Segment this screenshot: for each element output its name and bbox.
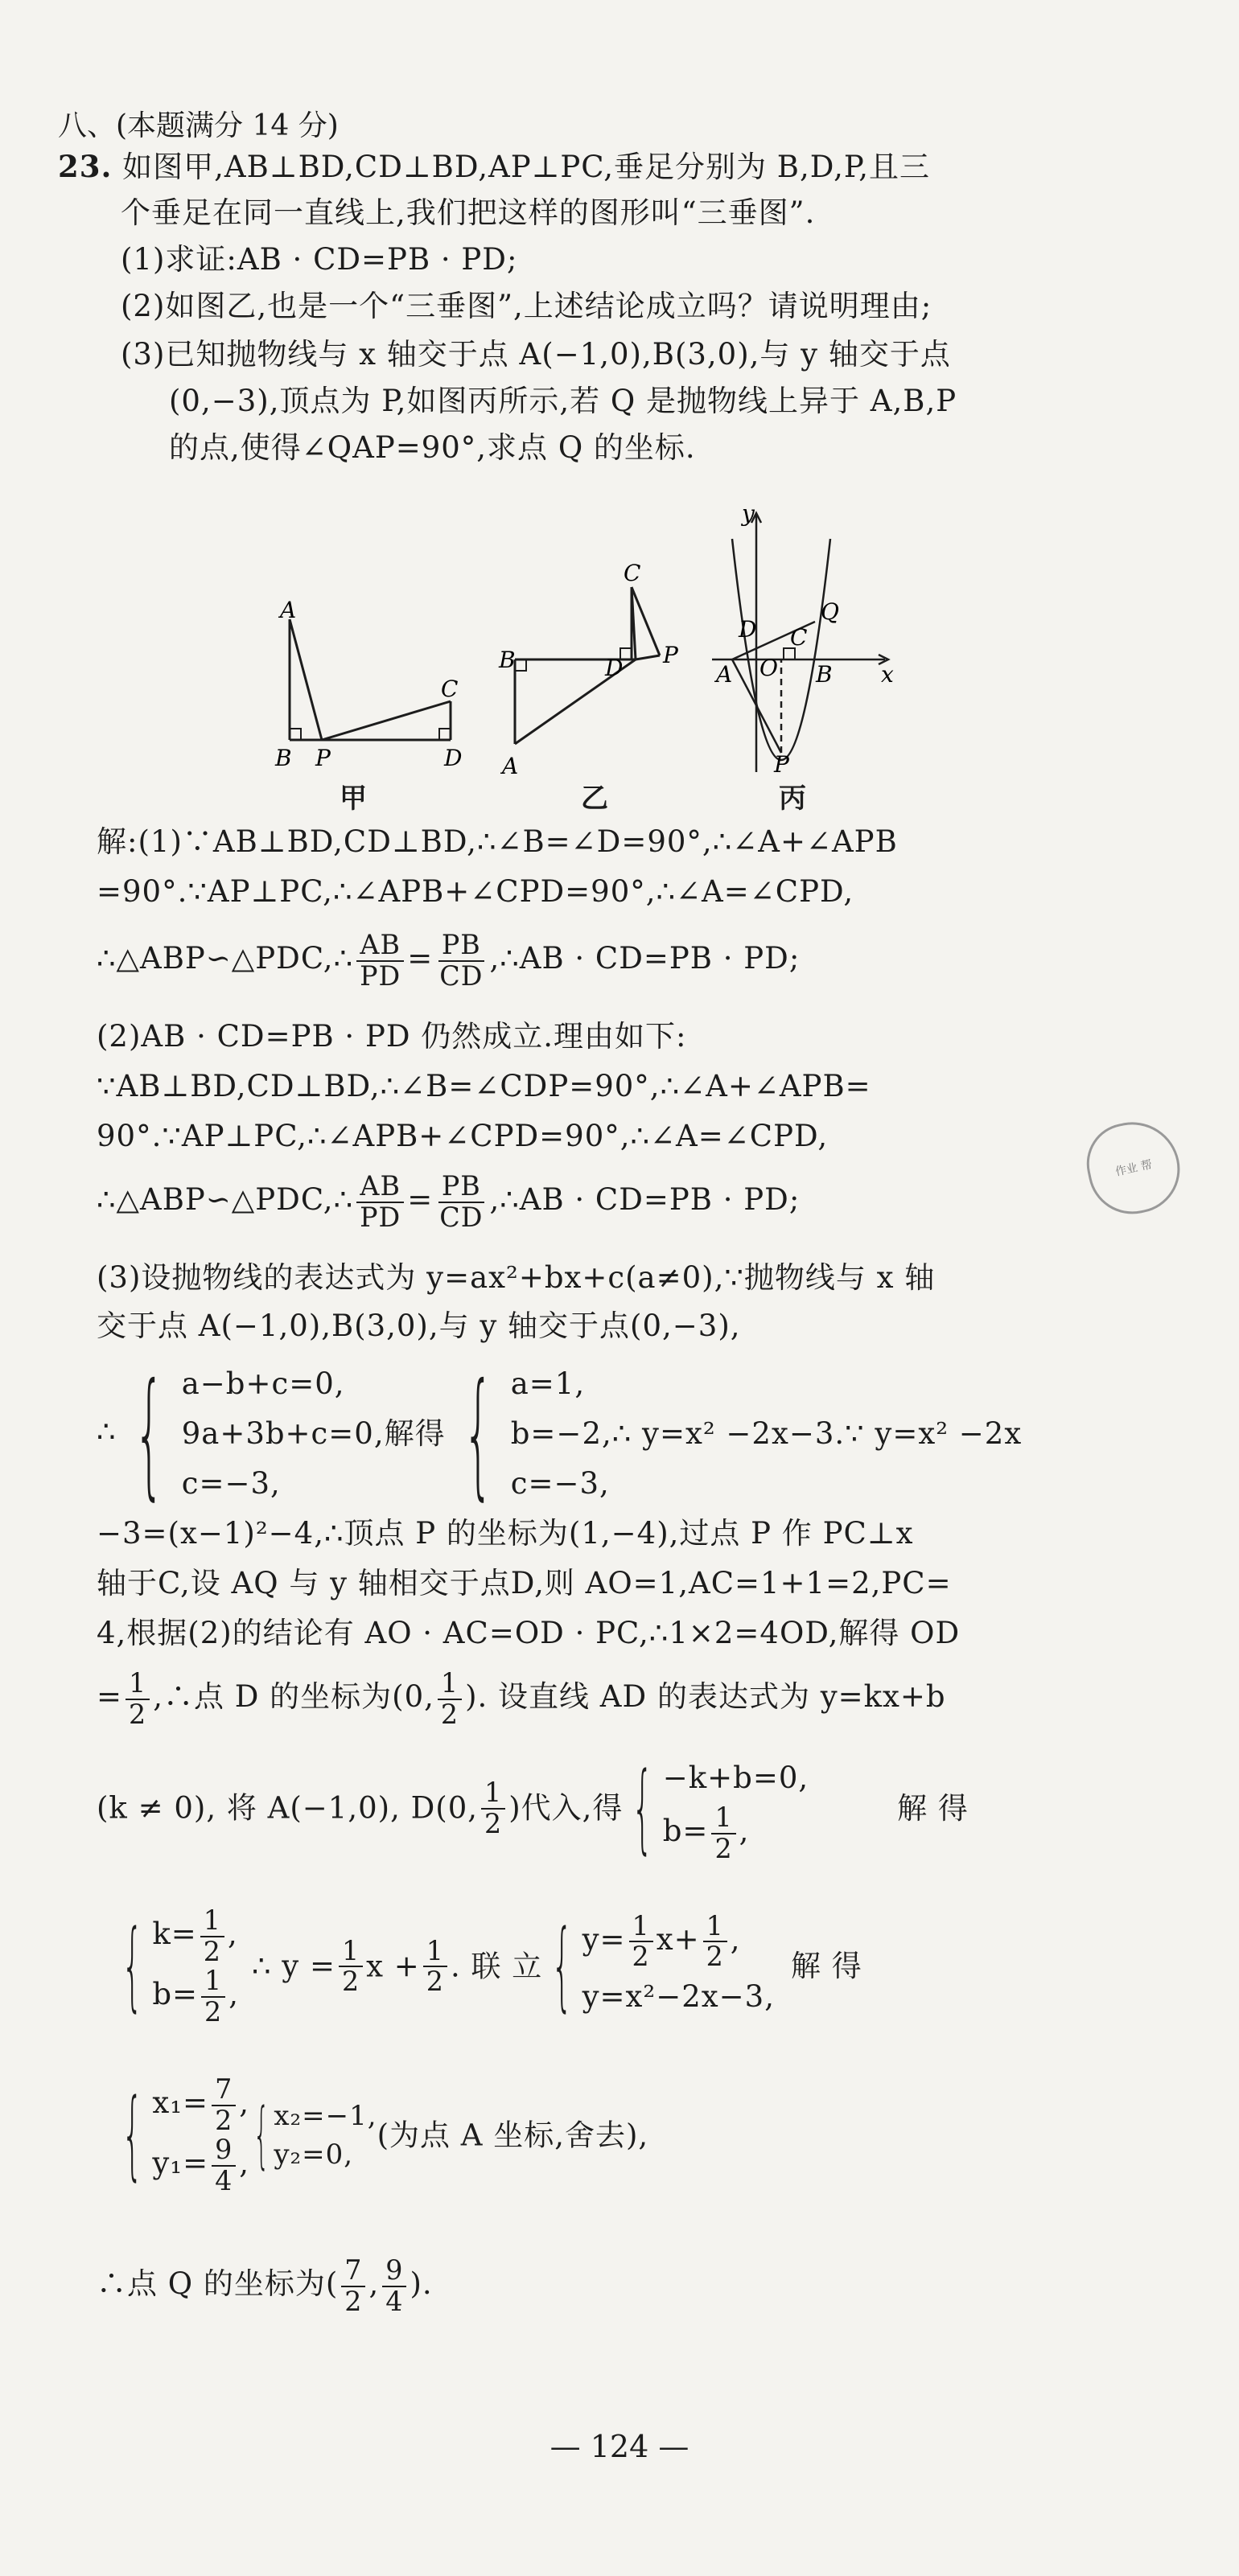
- text-segment: . 联 立: [450, 1949, 543, 1984]
- system-row: c=−3,: [181, 1466, 281, 1501]
- fraction-half: [629, 1909, 653, 1973]
- solution-p3-line-9: [113, 1906, 862, 2028]
- frac-den: 2: [426, 1966, 444, 1998]
- text-segment: )代入,得: [508, 1790, 624, 1826]
- frac-num: PB: [438, 931, 484, 962]
- solution-p1-line-3: [97, 926, 800, 991]
- frac-num: 1: [481, 1778, 505, 1810]
- equation-system-7: [249, 2093, 377, 2178]
- frac-num: 9: [212, 2135, 236, 2167]
- fraction-pb-cd: [436, 1169, 486, 1233]
- point-B-label: B: [816, 661, 833, 688]
- solution-p2-line-2: ∵AB⊥BD,CD⊥BD,∴∠B=∠CDP=90°,∴∠A+∠APB=: [97, 1069, 871, 1103]
- equation-system-2: [446, 1354, 612, 1514]
- system-row: 9a+3b+c=0,: [181, 1416, 385, 1451]
- frac-den: 4: [385, 2285, 404, 2317]
- text-segment: (k ≠ 0), 将 A(−1,0), D(0,: [97, 1790, 478, 1826]
- question-line-3: (1)求证:AB · CD=PB · PD;: [121, 242, 518, 277]
- frac-num: 1: [201, 1966, 225, 1998]
- figure-bing-caption: 丙: [779, 783, 806, 815]
- frac-den: 2: [215, 2104, 233, 2136]
- brace-icon: {: [253, 2093, 270, 2178]
- solution-p3-line-8: [97, 1753, 969, 1863]
- brace-icon: {: [134, 1354, 165, 1514]
- page-number: — 124 —: [550, 2429, 689, 2464]
- frac-den: 2: [129, 1698, 147, 1730]
- frac-num: 7: [341, 2256, 365, 2287]
- text-segment: =: [97, 1679, 123, 1714]
- text-segment: (为点 A 坐标,舍去),: [377, 2118, 649, 2153]
- frac-num: 1: [438, 1669, 462, 1700]
- system-row: y₂=0,: [274, 2138, 354, 2171]
- system-row: −k+b=0,: [662, 1760, 809, 1795]
- frac-den: 2: [344, 2285, 363, 2317]
- frac-den: CD: [439, 959, 484, 992]
- solution-p3-line-4: −3=(x−1)²−4,∴顶点 P 的坐标为(1,−4),过点 P 作 PC⊥x: [97, 1516, 914, 1551]
- fraction-half: [711, 1803, 735, 1863]
- solution-p2-line-1: (2)AB · CD=PB · PD 仍然成立.理由如下:: [97, 1019, 687, 1054]
- question-number: 23.: [58, 149, 113, 184]
- equation-system-1: [117, 1354, 385, 1514]
- text-segment: x +: [366, 1949, 420, 1984]
- frac-num: PB: [438, 1172, 484, 1203]
- axis-x-label: x: [881, 661, 894, 688]
- text-segment: ∴ y=x² −2x−3.∵ y=x² −2x: [611, 1416, 1023, 1451]
- question-text-1: 如图甲,AB⊥BD,CD⊥BD,AP⊥PC,垂足分别为 B,D,P,且三: [122, 150, 931, 184]
- solution-p1-line-2: =90°.∵AP⊥PC,∴∠APB+∠CPD=90°,∴∠A=∠CPD,: [97, 874, 854, 909]
- frac-num: 1: [423, 1937, 447, 1968]
- fraction-y1: [212, 2135, 236, 2196]
- text-segment: ).: [410, 2266, 433, 2301]
- frac-den: 2: [706, 1941, 724, 1973]
- figure-jia: [266, 595, 475, 780]
- text-segment: ,∴AB · CD=PB · PD;: [489, 941, 801, 976]
- frac-num: AB: [356, 1172, 404, 1203]
- system-row: y=x²−2x−3,: [582, 1978, 775, 2014]
- frac-den: 2: [632, 1941, 650, 1973]
- text-segment: ). 设直线 AD 的表达式为 y=kx+b: [465, 1679, 946, 1714]
- frac-den: PD: [360, 1201, 401, 1233]
- system-row: [582, 1909, 775, 1973]
- system-row: b=−2,: [510, 1416, 612, 1451]
- solution-p3-system-line: [97, 1354, 1023, 1514]
- figure-yi: [491, 555, 700, 780]
- fraction-half: [703, 1909, 727, 1973]
- system-row: b= $\frac{1}{2}$ ,: [152, 1965, 239, 2028]
- text-segment: 解 得: [790, 1949, 862, 1984]
- fraction-ab-pd: [356, 1169, 404, 1233]
- text-segment: b=: [662, 1814, 709, 1849]
- point-D-label: D: [444, 745, 463, 771]
- solution-p3-line-5: 轴于C,设 AQ 与 y 轴相交于点D,则 AO=1,AC=1+1=2,PC=: [97, 1566, 952, 1600]
- solution-p3-line-7: [97, 1665, 946, 1729]
- text-segment: 解 得: [897, 1790, 969, 1826]
- frac-den: 2: [484, 1807, 503, 1839]
- brace-icon: {: [463, 1354, 494, 1514]
- solution-p3-line-2: 交于点 A(−1,0),B(3,0),与 y 轴交于点(0,−3),: [97, 1309, 741, 1343]
- system-row: [663, 1803, 809, 1863]
- point-C-label: C: [790, 624, 808, 651]
- fraction-half: [201, 1966, 225, 2027]
- system-row: a−b+c=0,: [181, 1366, 345, 1401]
- brace-icon: {: [121, 1910, 144, 2023]
- equation-system-6: [113, 2075, 249, 2196]
- brace-icon: {: [632, 1752, 654, 1864]
- point-A-label: A: [716, 661, 733, 688]
- frac-den: 2: [440, 1698, 459, 1730]
- point-P-label: P: [315, 745, 331, 771]
- frac-num: 1: [711, 1803, 735, 1834]
- frac-den: 4: [215, 2164, 233, 2196]
- text-segment: y=: [582, 1921, 626, 1957]
- fraction-y1: [382, 2253, 406, 2317]
- equation-system-4: [113, 1906, 239, 2028]
- frac-num: 7: [212, 2075, 236, 2106]
- text-segment: ,: [730, 1921, 741, 1957]
- text-segment: 解得: [384, 1416, 446, 1451]
- therefore-sign: ∴: [97, 1414, 117, 1449]
- figure-jia-caption: 甲: [340, 783, 367, 815]
- solution-p2-line-4: [97, 1168, 800, 1232]
- equals-sign: =: [407, 941, 434, 976]
- stamp-text: 作业 帮: [1113, 1158, 1154, 1179]
- point-Q-label: Q: [821, 598, 839, 625]
- question-line-1: [58, 145, 930, 189]
- text-segment: b=: [152, 1977, 199, 2012]
- frac-num: 1: [339, 1937, 363, 1968]
- text-segment: x₁=: [152, 2085, 209, 2121]
- equation-system-3: [623, 1753, 809, 1863]
- text-segment: ∴△ABP∽△PDC,∴: [97, 1182, 354, 1217]
- system-row: y₁= $\frac{9}{4}$ ,: [152, 2134, 250, 2196]
- fraction-half: [481, 1778, 505, 1839]
- point-B-label: B: [499, 647, 516, 673]
- frac-num: AB: [356, 931, 404, 962]
- section-header: 八、(本题满分 14 分): [58, 109, 339, 142]
- frac-num: 9: [382, 2256, 406, 2287]
- solution-p3-line-1: (3)设抛物线的表达式为 y=ax²+bx+c(a≠0),∵抛物线与 x 轴: [97, 1260, 936, 1295]
- axis-y-label: y: [742, 507, 755, 527]
- question-line-5: (3)已知抛物线与 x 轴交于点 A(−1,0),B(3,0),与 y 轴交于点: [121, 337, 951, 372]
- fraction-half: [126, 1666, 150, 1730]
- system-row: x₁= $\frac{7}{2}$ ,: [152, 2073, 250, 2136]
- system-row: a=1,: [510, 1366, 586, 1401]
- question-line-7: 的点,使得∠QAP=90°,求点 Q 的坐标.: [169, 430, 696, 465]
- point-D-label: D: [739, 616, 757, 643]
- point-P-label: P: [774, 751, 789, 778]
- figure-yi-caption: 乙: [581, 783, 608, 815]
- solution-final-line: ∴点 Q 的坐标为( $\frac{7}{2}$ , $\frac{9}{4}$ ).: [97, 2253, 433, 2317]
- text-segment: ∴ y =: [252, 1949, 335, 1984]
- text-segment: ,: [739, 1814, 750, 1849]
- equation-system-5: [542, 1909, 775, 2023]
- point-D-label: D: [605, 655, 624, 681]
- homework-stamp-logo: [1079, 1113, 1188, 1222]
- system-row: x₂=−1,: [274, 2100, 377, 2133]
- equals-sign: =: [407, 1182, 434, 1217]
- question-line-4: (2)如图乙,也是一个“三垂图”,上述结论成立吗？请说明理由;: [121, 289, 932, 323]
- fraction-x1: [341, 2253, 365, 2317]
- solution-p3-line-10: [113, 2075, 648, 2196]
- question-line-6: (0,−3),顶点为 P,如图丙所示,若 Q 是抛物线上异于 A,B,P: [169, 384, 957, 418]
- frac-num: 1: [703, 1912, 727, 1943]
- figure-bing: [700, 507, 909, 780]
- text-segment: ,∴点 D 的坐标为(0,: [153, 1679, 434, 1714]
- point-A-label: A: [280, 597, 297, 623]
- fraction-half: [339, 1934, 363, 1998]
- text-segment: ,∴AB · CD=PB · PD;: [489, 1182, 801, 1217]
- point-A-label: A: [502, 753, 519, 779]
- fraction-ab-pd: [356, 928, 404, 992]
- point-C-label: C: [441, 676, 459, 702]
- point-P-label: P: [663, 642, 678, 668]
- point-O-label: O: [759, 655, 778, 681]
- text-segment: k=: [152, 1917, 197, 1952]
- brace-icon: {: [551, 1910, 574, 2023]
- system-row: k= $\frac{1}{2}$ ,: [152, 1904, 238, 1967]
- frac-den: CD: [439, 1201, 484, 1233]
- frac-den: 2: [203, 1935, 221, 1967]
- frac-den: 2: [714, 1832, 733, 1864]
- frac-num: 1: [126, 1669, 150, 1700]
- text-segment: y₁=: [152, 2146, 209, 2181]
- fraction-half: [438, 1666, 462, 1730]
- solution-p2-line-3: 90°.∵AP⊥PC,∴∠APB+∠CPD=90°,∴∠A=∠CPD,: [97, 1119, 829, 1153]
- frac-num: 1: [629, 1912, 653, 1943]
- text-segment: ∴点 Q 的坐标为(: [97, 2266, 339, 2301]
- frac-den: 2: [341, 1966, 360, 1998]
- fraction-pb-cd: [436, 928, 486, 992]
- point-B-label: B: [275, 745, 292, 771]
- fraction-half: [200, 1906, 224, 1966]
- system-row: c=−3,: [510, 1466, 610, 1501]
- fraction-x1: [212, 2075, 236, 2135]
- frac-num: 1: [200, 1906, 224, 1937]
- question-line-2: 个垂足在同一直线上,我们把这样的图形叫“三垂图”.: [121, 195, 816, 230]
- point-C-label: C: [624, 560, 641, 586]
- solution-p3-line-6: 4,根据(2)的结论有 AO · AC=OD · PC,∴1×2=4OD,解得 OD: [97, 1616, 961, 1650]
- frac-den: 2: [204, 1995, 223, 2028]
- brace-icon: {: [121, 2079, 144, 2192]
- solution-p1-line-1: 解:(1)∵AB⊥BD,CD⊥BD,∴∠B=∠D=90°,∴∠A+∠APB: [97, 824, 898, 859]
- frac-den: PD: [360, 959, 401, 992]
- fraction-half: [423, 1934, 447, 1998]
- text-segment: x+: [656, 1921, 700, 1957]
- text-segment: ∴△ABP∽△PDC,∴: [97, 941, 354, 976]
